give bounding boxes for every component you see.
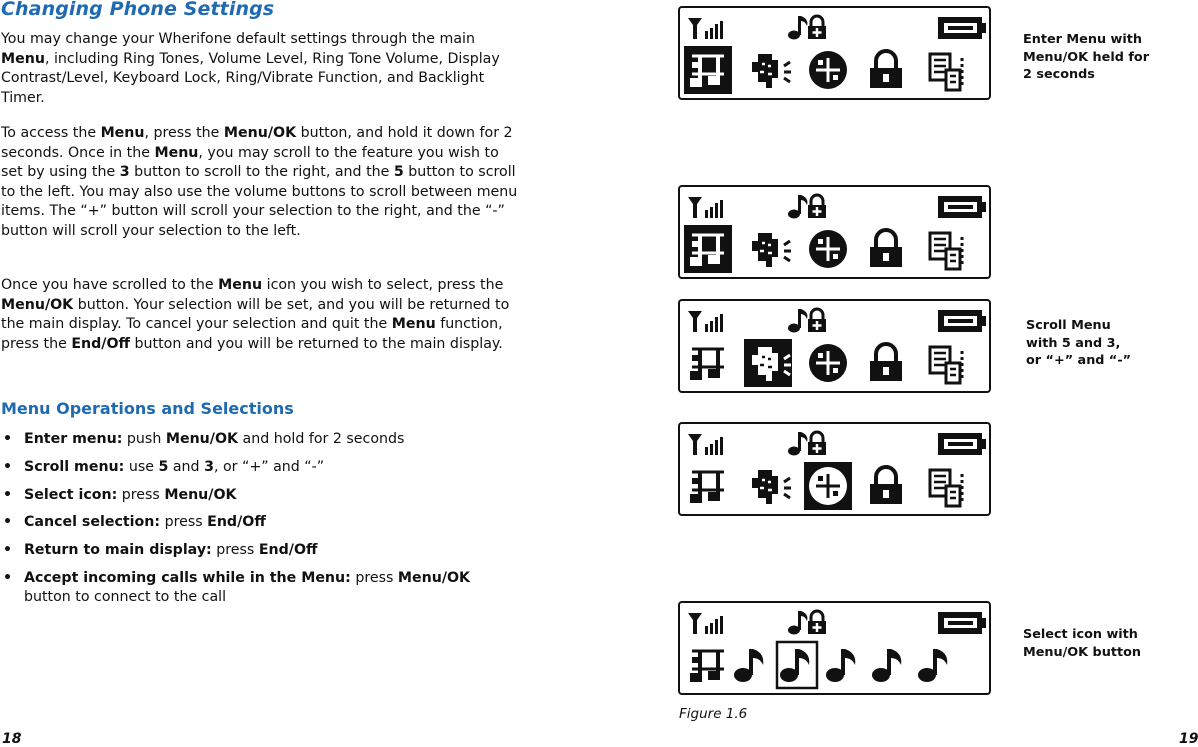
signal-icon <box>688 197 723 218</box>
battery-icon <box>938 433 986 455</box>
ringtones-icon <box>684 46 732 94</box>
page-title: Changing Phone Settings <box>1 0 275 20</box>
lcd-screen <box>678 299 991 393</box>
lcd-screen <box>678 185 991 279</box>
battery-icon <box>938 310 986 332</box>
ringer-note-icon <box>788 309 807 333</box>
bullet: • <box>3 431 13 447</box>
ringer-note-icon <box>788 611 807 635</box>
ringtones-icon <box>690 349 724 380</box>
note-icon <box>872 649 901 682</box>
signal-icon <box>688 311 723 332</box>
volume-icon <box>744 339 792 387</box>
volume-icon <box>752 470 791 504</box>
keylock-icon <box>808 16 826 39</box>
keylock-icon <box>808 432 826 455</box>
ringvibrate-icon <box>930 347 962 383</box>
ringvibrate-icon <box>930 54 962 90</box>
volume-icon <box>752 233 791 267</box>
signal-icon <box>688 613 723 634</box>
battery-icon <box>938 612 986 634</box>
select-paragraph: Once you have scrolled to the Menu icon you wish to select, press the Menu/OK button. Your selection will be set, and you will be returned to the main display. To cancel your selection and quit the Menu function, press the End/Off button and you will be returned to the main display. <box>1 277 510 352</box>
figure-caption: Figure 1.6 <box>679 706 748 722</box>
ops-list-item: • Accept incoming calls while in the Menu: press Menu/OK button to connect to the call <box>3 569 471 606</box>
battery-icon <box>938 17 986 39</box>
keylock-icon <box>808 195 826 218</box>
keylock-icon <box>808 309 826 332</box>
keylock-icon <box>808 611 826 634</box>
lock-icon <box>870 344 902 381</box>
lock-icon <box>870 51 902 88</box>
ringvibrate-icon <box>930 233 962 269</box>
note-icon <box>734 649 763 682</box>
caption-enter-menu: Enter Menu with Menu/OK held for 2 seconds <box>1023 32 1150 82</box>
ringtones-icon <box>690 651 724 682</box>
caption-scroll-menu: Scroll Menu with 5 and 3, or “+” and “-” <box>1026 318 1132 368</box>
contrast-icon <box>809 51 847 89</box>
access-paragraph: To access the Menu, press the Menu/OK button, and hold it down for 2 seconds. Once in the Menu, you may scroll to the feature you wish to set by using the 3 button to scroll to the right, and the 5 button to scroll to the left. You may also use the volume buttons to scroll between menu items. The “+” button will scroll your selection to the right, and the “-” button will scroll your selection to the left. <box>1 125 518 239</box>
ringtones-icon <box>690 472 724 503</box>
ops-list-item: • Cancel selection: press End/Off <box>1 513 521 533</box>
lock-icon <box>870 467 902 504</box>
caption-select-icon: Select icon with Menu/OK button <box>1023 627 1141 660</box>
bullet: • <box>3 486 13 503</box>
battery-icon <box>938 196 986 218</box>
bullet: • <box>3 458 13 475</box>
bullet: • <box>3 569 13 586</box>
ringtones-icon <box>684 225 732 273</box>
signal-icon <box>688 18 723 39</box>
bullet: • <box>3 514 13 531</box>
ops-heading: Menu Operations and Selections <box>1 399 294 418</box>
ops-list <box>1 430 521 616</box>
ops-list-item: • Return to main display: press End/Off <box>1 541 521 561</box>
ringer-note-icon <box>788 432 807 456</box>
intro-paragraph: You may change your Wherifone default settings through the main Menu, including Ring Tones, Volume Level, Ring Tone Volume, Display Contrast/Level, Keyboard Lock, Ring/Vibrate Function, and Backlight Timer. <box>1 31 500 106</box>
contrast-icon <box>809 344 847 382</box>
page-number-right: 19 <box>1179 731 1198 747</box>
page-number-left: 18 <box>2 731 22 747</box>
ringvibrate-icon <box>930 470 962 506</box>
ringer-note-icon <box>788 16 807 40</box>
contrast-icon <box>809 230 847 268</box>
ops-list-item: • Select icon: press Menu/OK <box>1 486 521 506</box>
contrast-icon <box>804 462 852 510</box>
ops-list-item: • Enter menu: push Menu/OK and hold for 2 seconds <box>1 430 521 450</box>
lcd-screen <box>678 6 991 100</box>
lcd-screen <box>678 601 991 695</box>
volume-icon <box>752 54 791 88</box>
note-icon <box>918 649 947 682</box>
ringer-note-icon <box>788 195 807 219</box>
lock-icon <box>870 230 902 267</box>
note-icon <box>826 649 855 682</box>
signal-icon <box>688 434 723 455</box>
note-icon <box>777 642 817 688</box>
bullet: • <box>3 542 13 559</box>
lcd-screen <box>678 422 991 516</box>
ops-list-item: • Scroll menu: use 5 and 3, or “+” and “-” <box>1 458 521 478</box>
